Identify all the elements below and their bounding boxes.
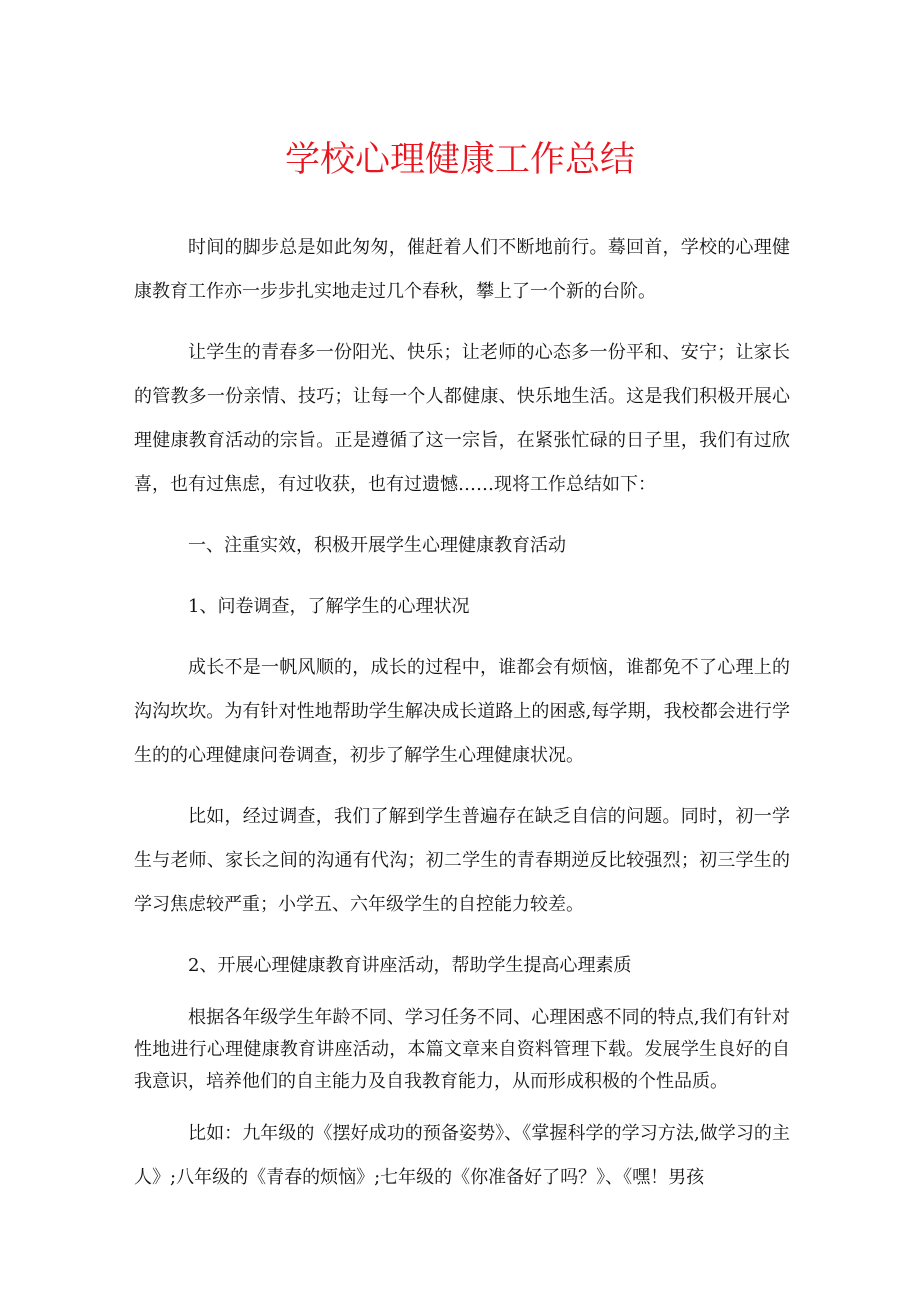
document-title: 学校心理健康工作总结	[284, 140, 635, 180]
subsection-heading-2: 2、开展心理健康教育讲座活动，帮助学生提高心理素质	[188, 955, 632, 976]
section-heading-1: 一、注重实效，积极开展学生心理健康教育活动	[188, 535, 566, 556]
paragraph-intro: 时间的脚步总是如此匆匆，催赶着人们不断地前行。蓦回首，学校的心理健康教育工作亦一步步扎实地走过几个春秋，攀上了一个新的台阶。	[134, 237, 790, 302]
paragraph-growth: 成长不是一帆风顺的，成长的过程中，谁都会有烦恼，谁都免不了心理上的沟沟坎坎。为有针对性地帮助学生解决成长道路上的困惑,每学期，我校都会进行学生的的心理健康问卷调查，初步了解学生心理健康状况。	[134, 657, 790, 766]
document-body	[134, 226, 790, 1200]
subsection-heading-1: 1、问卷调查，了解学生的心理状况	[188, 596, 470, 617]
paragraph-purpose: 让学生的青春多一份阳光、快乐；让老师的心态多一份平和、安宁；让家长的管教多一份亲情、技巧；让每一个人都健康、快乐地生活。这是我们积极开展心理健康教育活动的宗旨。正是遵循了这一宗旨，在紧张忙碌的日子里，我们有过欣喜，也有过焦虑，有过收获，也有过遗憾……现将工作总结如下：	[134, 342, 790, 495]
paragraph-lectures: 根据各年级学生年龄不同、学习任务不同、心理困惑不同的特点,我们有针对性地进行心理健康教育讲座活动，本篇文章来自资料管理下载。发展学生良好的自我意识，培养他们的自主能力及自我教育能力，从而形成积极的个性品质。	[134, 1007, 790, 1092]
paragraph-survey-findings: 比如，经过调查，我们了解到学生普遍存在缺乏自信的问题。同时，初一学生与老师、家长之间的沟通有代沟；初二学生的青春期逆反比较强烈；初三学生的学习焦虑较严重；小学五、六年级学生的自控能力较差。	[134, 806, 790, 915]
paragraph-lecture-examples: 比如：九年级的《摆好成功的预备姿势》、《掌握科学的学习方法,做学习的主人》;八年级的《青春的烦恼》;七年级的《你准备好了吗？》、《嘿！男孩	[134, 1123, 790, 1188]
